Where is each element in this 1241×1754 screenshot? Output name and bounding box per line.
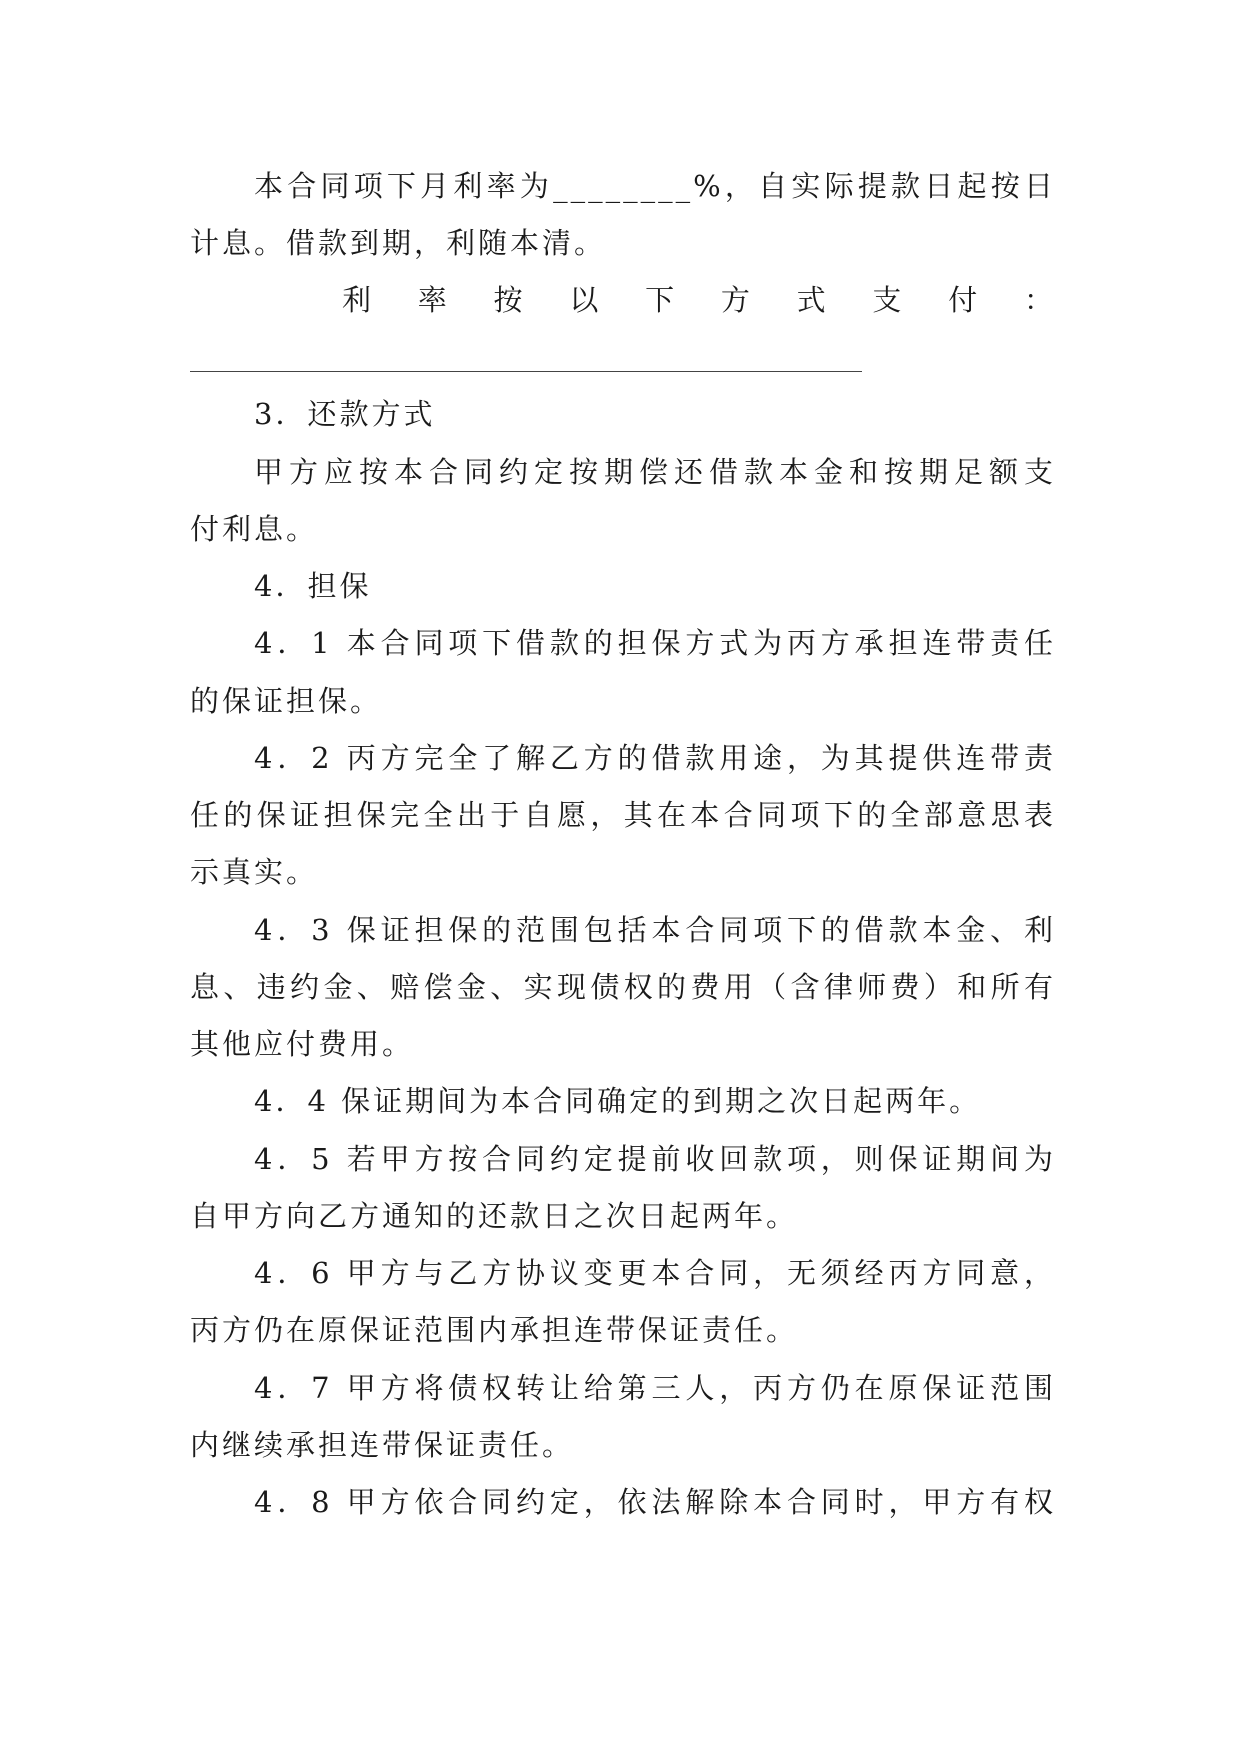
clause-line: 4．7 甲方将债权转让给第三人，丙方仍在原保证范围 xyxy=(254,1371,1056,1405)
paragraph-line: 甲方应按本合同约定按期偿还借款本金和按期足额支 xyxy=(254,455,1056,489)
paragraph-line: 本合同项下月利率为________%，自实际提款日起按日 xyxy=(254,169,1056,203)
clause-line: 息、违约金、赔偿金、实现债权的费用（含律师费）和所有 xyxy=(190,970,1056,1004)
clause-line: 4．8 甲方依合同约定，依法解除本合同时，甲方有权 xyxy=(254,1485,1056,1519)
clause-line: 内继续承担连带保证责任。 xyxy=(190,1428,575,1462)
clause-line: 4．1 本合同项下借款的担保方式为丙方承担连带责任 xyxy=(254,626,1056,660)
clause-line: 丙方仍在原保证范围内承担连带保证责任。 xyxy=(190,1313,799,1347)
section-heading: 4．担保 xyxy=(254,569,372,603)
clause-line: 自甲方向乙方通知的还款日之次日起两年。 xyxy=(190,1199,799,1233)
paragraph-line: 利率按以下方式支付： xyxy=(342,283,1056,317)
clause-line: 4．2 丙方完全了解乙方的借款用途，为其提供连带责 xyxy=(254,741,1056,775)
blank-fill-line xyxy=(190,371,862,372)
clause-line: 4．5 若甲方按合同约定提前收回款项，则保证期间为 xyxy=(254,1142,1056,1176)
clause-line: 其他应付费用。 xyxy=(190,1027,415,1061)
clause-line: 4．6 甲方与乙方协议变更本合同，无须经丙方同意， xyxy=(254,1256,1056,1290)
clause-line: 4．3 保证担保的范围包括本合同项下的借款本金、利 xyxy=(254,913,1056,947)
clause-line: 的保证担保。 xyxy=(190,684,383,718)
clause-line: 任的保证担保完全出于自愿，其在本合同项下的全部意思表 xyxy=(190,798,1056,832)
paragraph-line: 付利息。 xyxy=(190,512,319,546)
paragraph-line: 计息。借款到期，利随本清。 xyxy=(190,226,607,260)
clause-line: 示真实。 xyxy=(190,855,319,889)
section-heading: 3．还款方式 xyxy=(254,397,436,431)
clause-line: 4．4 保证期间为本合同确定的到期之次日起两年。 xyxy=(254,1084,982,1118)
